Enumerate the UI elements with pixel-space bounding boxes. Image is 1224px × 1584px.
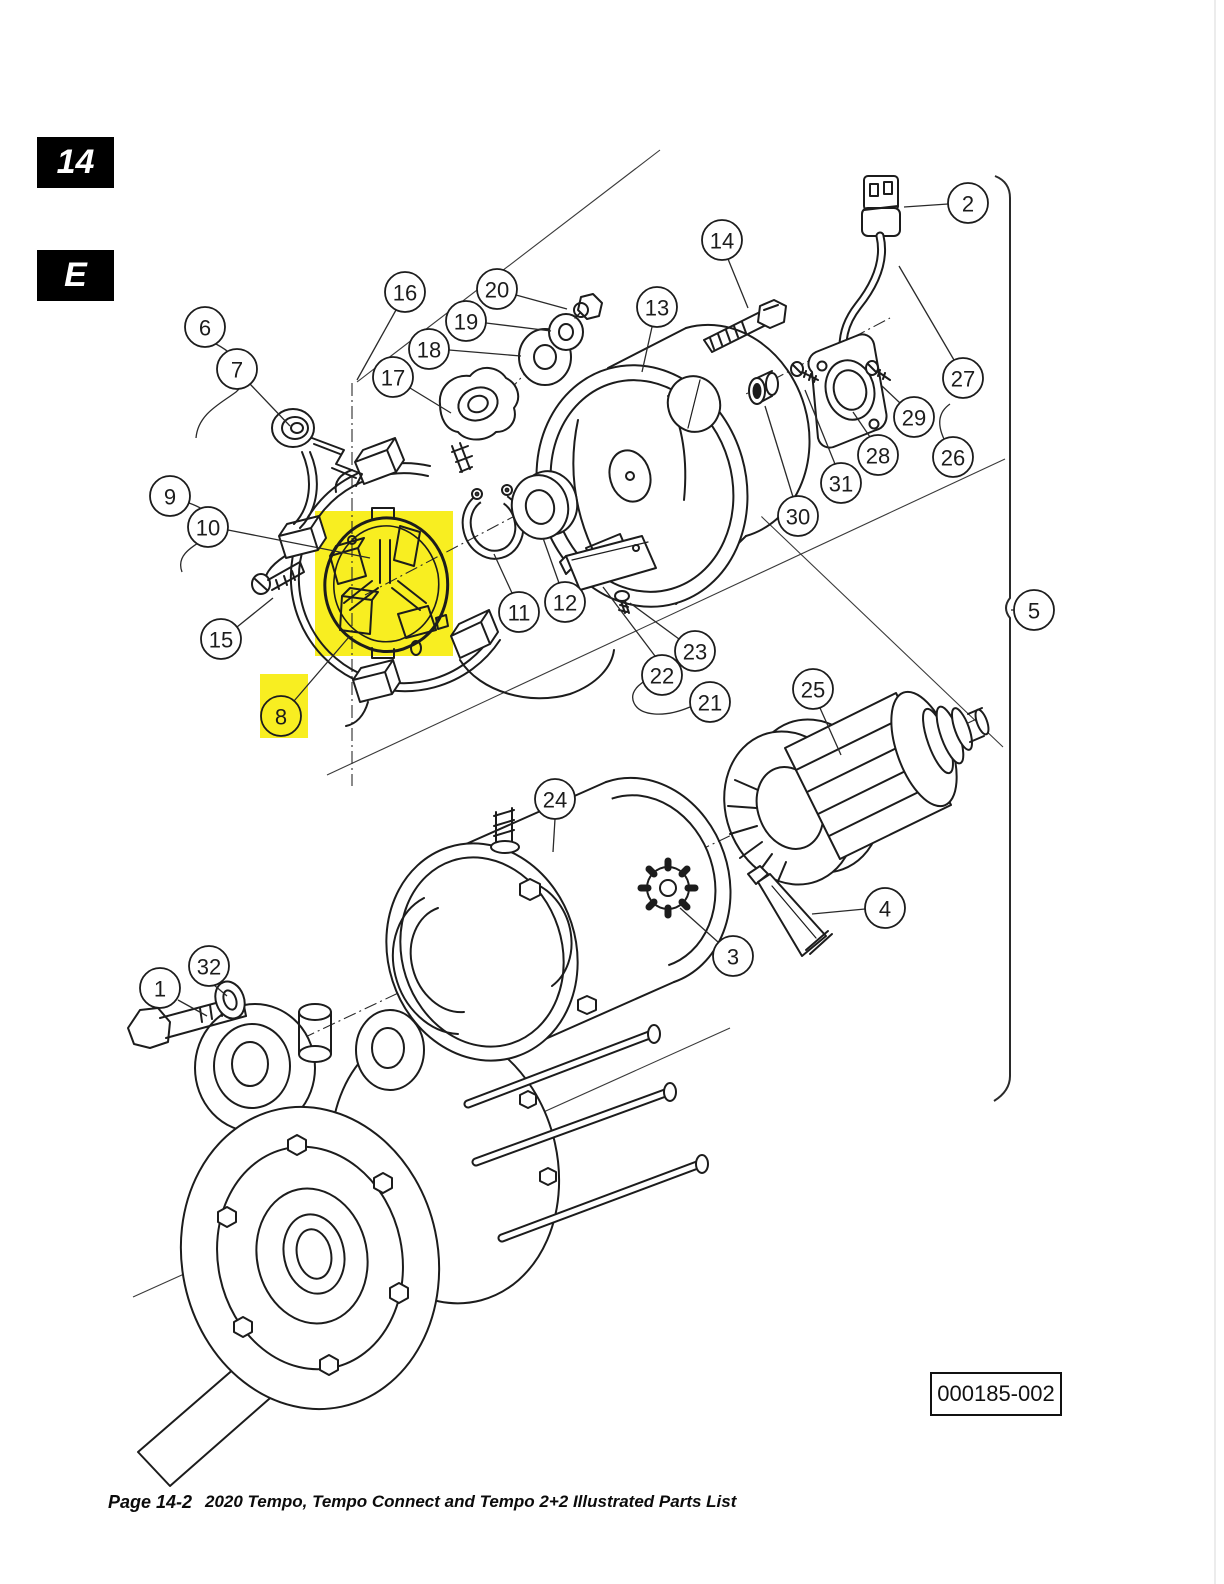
callout-7-number: 7 [230,357,244,383]
callout-18-number: 18 [416,337,442,363]
callout-10-number: 10 [195,515,221,541]
callout-7-leader [250,384,290,426]
callout-27-leader [899,266,954,360]
callout-9-number: 9 [163,484,177,510]
callout-27-number: 27 [950,366,976,392]
callout-29-number: 29 [901,405,927,431]
callout-21-number: 21 [697,690,723,716]
callout-20-leader [516,295,567,309]
part-flange-28 [809,334,887,447]
section-tab-label: E [64,256,87,294]
callout-2-number: 2 [961,191,975,217]
callout-11 [494,554,539,632]
callout-13-number: 13 [644,295,670,321]
callout-26-number: 26 [940,445,966,471]
callout-3-number: 3 [726,944,740,970]
figure-ref-label: 000185-002 [937,1381,1055,1406]
part-screw-15 [252,562,304,594]
callout-15-number: 15 [208,627,234,653]
callout-5-number: 5 [1027,598,1041,624]
callout-15 [201,598,273,659]
footer-page-number: Page 14-2 [108,1492,193,1512]
callout-28-number: 28 [865,443,891,469]
callout-4-number: 4 [878,896,892,922]
part-armature-25 [703,683,991,903]
callout-26 [933,404,973,477]
part-transaxle [138,1001,708,1486]
callout-11-leader [494,554,512,593]
callout-25-number: 25 [800,677,826,703]
callout-31-number: 31 [828,471,854,497]
callout-26-leader [940,404,950,439]
callout-27 [899,266,983,398]
callout-24-number: 24 [542,787,568,813]
callout-4 [812,888,905,928]
callout-1-number: 1 [153,976,167,1002]
callout-19-number: 19 [453,309,479,335]
part-connector-2 [862,176,900,236]
callout-17-number: 17 [380,365,406,391]
footer-doc-title: 2020 Tempo, Tempo Connect and Tempo 2+2 Illustrated Parts List [205,1492,737,1511]
part-terminal-boot-17 [440,368,518,472]
callout-12-number: 12 [552,590,578,616]
callout-14-number: 14 [709,228,735,254]
callout-1-leader [178,1000,207,1016]
highlight-rect-1 [315,511,453,656]
figure-ref-box [930,1372,1062,1416]
callout-14 [702,220,748,308]
callout-4-leader [812,909,865,914]
callout-19-leader [486,323,551,331]
callout-15-leader [237,598,273,627]
callout-2-leader [904,204,948,207]
group-bracket-5 [994,176,1010,1101]
callout-29 [882,386,934,437]
part-drive-gear-3 [641,861,695,915]
callout-11-number: 11 [507,600,531,626]
chapter-tab-label: 14 [56,143,95,181]
callout-8-number: 8 [274,704,288,730]
callout-32-number: 32 [196,954,222,980]
callout-5 [1011,590,1054,630]
callout-23-number: 23 [682,639,708,665]
callout-6-number: 6 [198,315,212,341]
part-spring-7 [272,409,362,528]
callout-30-number: 30 [785,504,811,530]
callout-20-number: 20 [484,277,510,303]
callout-20 [477,269,567,309]
part-bushing-30 [749,371,778,404]
callout-18-leader [449,350,521,356]
callout-22-number: 22 [649,663,675,689]
callout-2 [904,183,988,223]
callout-14-leader [728,259,748,308]
callout-16-number: 16 [392,280,418,306]
callout-7 [217,349,290,426]
